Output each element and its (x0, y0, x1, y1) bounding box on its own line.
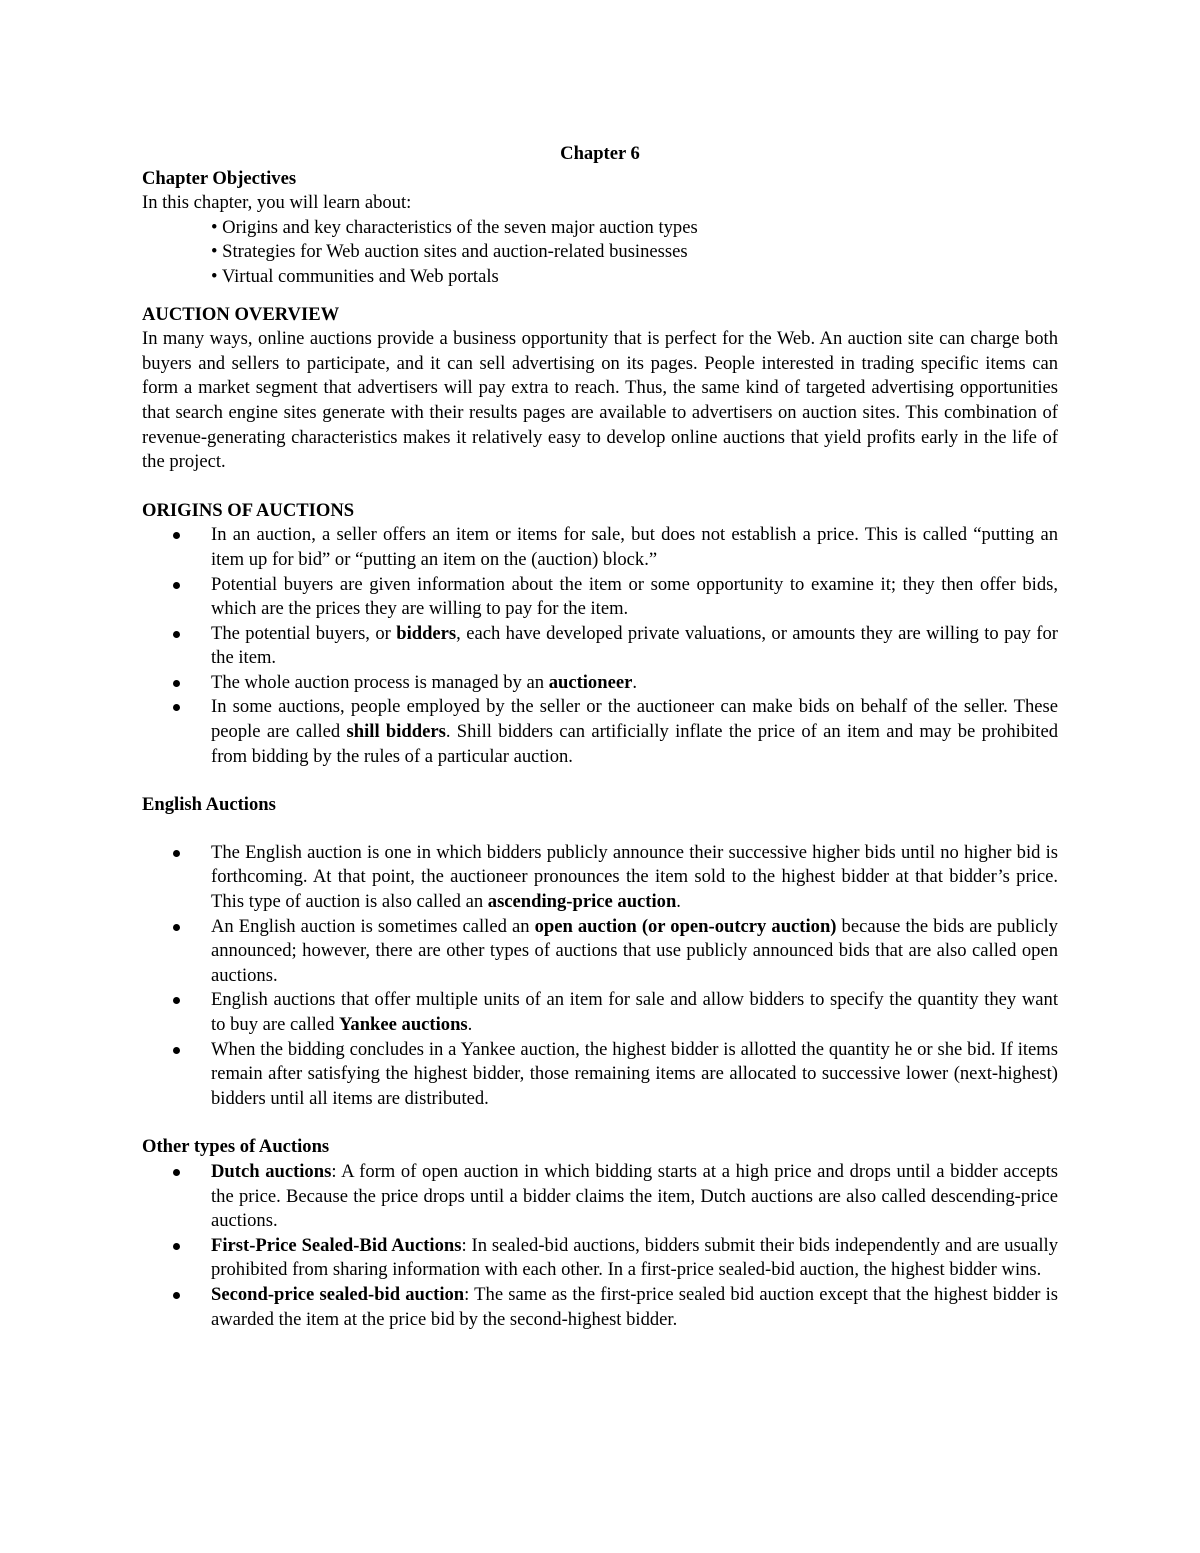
document-body (142, 142, 1058, 1332)
bullet-icon (173, 680, 180, 687)
bullet-icon (173, 1047, 180, 1054)
bullet-icon (173, 532, 180, 539)
list-item: English auctions that offer multiple units of an item for sale and allow bidders to specify the quantity they want to buy are called Yankee auctions. (142, 988, 1058, 1037)
objectives-list (142, 216, 1058, 290)
bullet-icon (173, 924, 180, 931)
bullet-icon (173, 631, 180, 638)
bullet-icon (173, 1292, 180, 1299)
chapter-title: Chapter 6 (560, 143, 640, 164)
list-item: Dutch auctions: A form of open auction in which bidding starts at a high price and drops until a bidder accepts the price. Because the price drops until a bidder claims the item, Dutch auctions are also called descending-price auctions. (142, 1160, 1058, 1234)
objective-item: • Strategies for Web auction sites and auction-related businesses (211, 241, 688, 263)
term-auctioneer: auctioneer (548, 671, 633, 693)
list-item: Second-price sealed-bid auction: The same as the first-price sealed bid auction except that the highest bidder is awarded the item at the price bid by the second-highest bidder. (142, 1283, 1058, 1332)
bullet-icon (173, 997, 180, 1004)
list-item: An English auction is sometimes called an open auction (or open-outcry auction) because the bids are publicly announced; however, there are other types of auctions that use publicly announced bids that are also called open auctions. (142, 915, 1058, 989)
other-heading: Other types of Auctions (142, 1136, 330, 1158)
list-item: The whole auction process is managed by an auctioneer. (142, 671, 1058, 696)
origins-list (142, 523, 1058, 769)
term-bidders: bidders (396, 622, 457, 644)
objective-item: • Virtual communities and Web portals (211, 265, 499, 287)
overview-paragraph: In many ways, online auctions provide a business opportunity that is perfect for the Web. An auction site can charge both buyers and sellers to participate, and it can sell advertising on its pages. People interested in trading specific items can form a market segment that advertisers will pay extra to reach. Thus, the same kind of targeted advertising opportunities that search engine sites generate with their results pages are available to advertisers on auction sites. This combination of revenue-generating characteristics makes it relatively easy to develop online auctions that yield profits early in the life of the project. (142, 328, 1058, 473)
bullet-icon (173, 704, 180, 711)
list-item: In an auction, a seller offers an item or items for sale, but does not establish a price. This is called “putting an item up for bid” or “putting an item on the (auction) block.” (142, 523, 1058, 572)
english-list (142, 841, 1058, 1112)
term-first-price: First-Price Sealed-Bid Auctions (211, 1234, 462, 1256)
objectives-heading: Chapter Objectives (142, 167, 297, 189)
english-heading: English Auctions (142, 794, 276, 816)
other-list (142, 1160, 1058, 1332)
bullet-icon (173, 850, 180, 857)
origins-heading: ORIGINS OF AUCTIONS (142, 499, 355, 521)
bullet-icon (173, 1243, 180, 1250)
term-yankee: Yankee auctions (339, 1014, 468, 1035)
list-item: First-Price Sealed-Bid Auctions: In sealed-bid auctions, bidders submit their bids independently and are usually prohibited from sharing information with each other. In a first-price sealed-bid auction, the highest bidder wins. (142, 1234, 1058, 1283)
list-item: When the bidding concludes in a Yankee auction, the highest bidder is allotted the quantity he or she bid. If items remain after satisfying the highest bidder, those remaining items are allocated to successive lower (next-highest) bidders until all items are distributed. (142, 1038, 1058, 1112)
term-dutch: Dutch auctions (211, 1160, 332, 1182)
list-item: The potential buyers, or bidders, each have developed private valuations, or amounts they are willing to pay for the item. (142, 622, 1058, 671)
term-ascending-price: ascending-price auction (487, 891, 677, 913)
objectives-intro: In this chapter, you will learn about: (142, 192, 412, 214)
list-item: In some auctions, people employed by the seller or the auctioneer can make bids on behalf of the seller. These people are called shill bidders. Shill bidders can artificially inflate the price of an item and may be prohibited from bidding by the rules of a particular auction. (142, 695, 1058, 769)
bullet-icon (173, 1169, 180, 1176)
term-shill-bidders: shill bidders (346, 721, 446, 743)
term-open-auction: open auction (or open-outcry auction) (534, 915, 837, 937)
bullet-icon (173, 582, 180, 589)
term-second-price: Second-price sealed-bid auction (211, 1283, 465, 1305)
objective-item: • Origins and key characteristics of the seven major auction types (211, 216, 698, 238)
list-item: Potential buyers are given information about the item or some opportunity to examine it; they then offer bids, which are the prices they are willing to pay for the item. (142, 573, 1058, 622)
overview-heading: AUCTION OVERVIEW (142, 303, 340, 325)
list-item: The English auction is one in which bidders publicly announce their successive higher bids until no higher bid is forthcoming. At that point, the auctioneer pronounces the item sold to the highest bidder at that bidder’s price. This type of auction is also called an ascending-price auction. (142, 841, 1058, 915)
